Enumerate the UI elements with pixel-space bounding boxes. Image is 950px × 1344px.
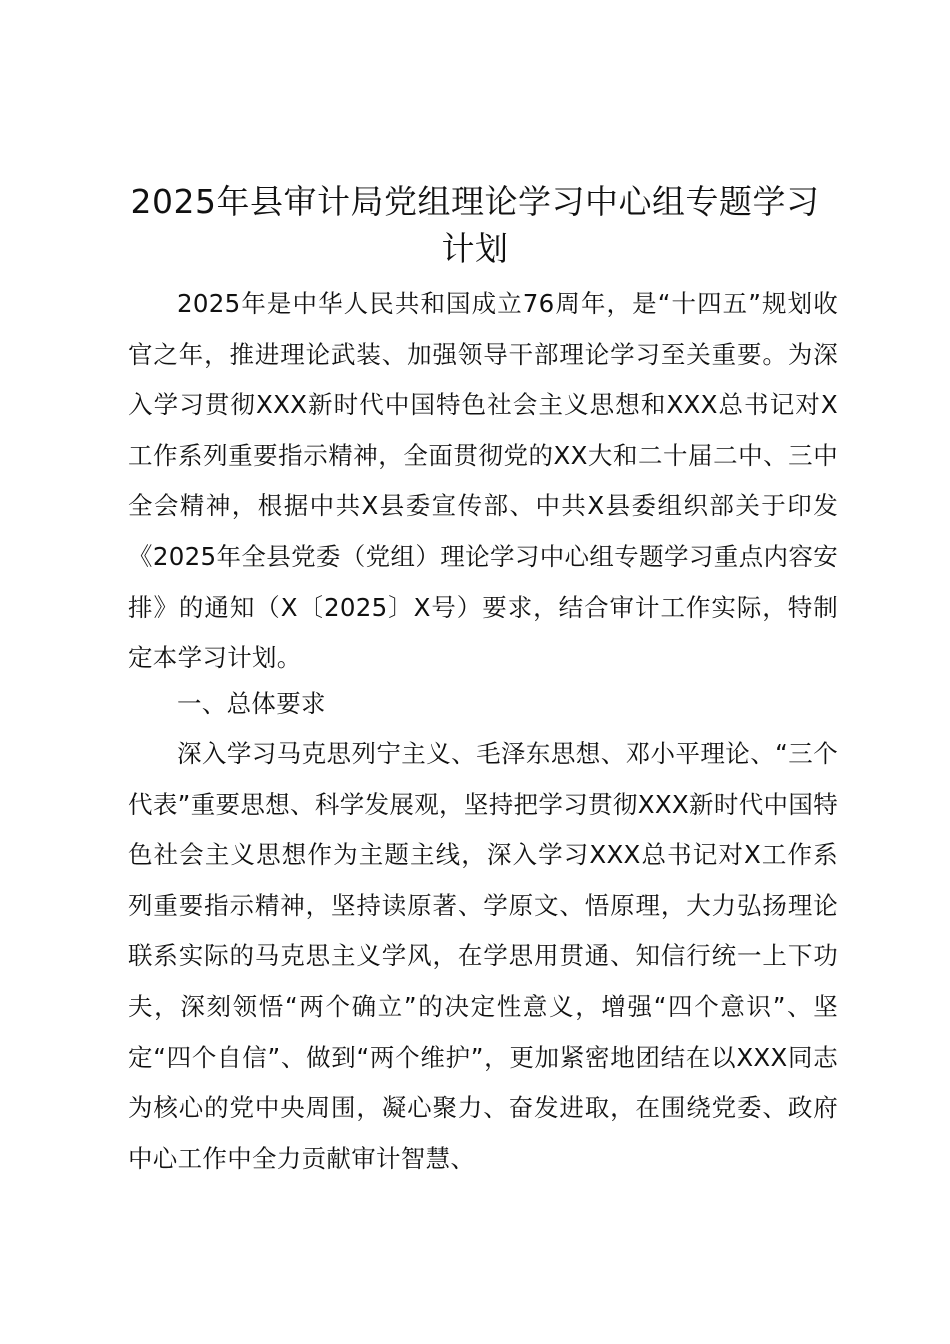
section-heading-overall-requirements: 一、总体要求 — [177, 689, 326, 718]
document-title: 2025年县审计局党组理论学习中心组专题学习计划 — [130, 182, 820, 268]
intro-paragraph: 2025年是中华人民共和国成立76周年，是“十四五”规划收官之年，推进理论武装、加强领导干部理论学习至关重要。为深入学习贯彻XXX新时代中国特色社会主义思想和XXX总书记对X工作系列重要指示精神，全面贯彻党的XX大和二十届二中、三中全会精神，根据中共X县委宣传部、中共X县委组织部关于印发《2025年全县党委（党组）理论学习中心组专题学习重点内容安排》的通知（X〔2025〕X号）要求，结合审计工作实际，特制定本学习计划。 — [128, 289, 838, 673]
section-paragraph-overall-requirements: 深入学习马克思列宁主义、毛泽东思想、邓小平理论、“三个代表”重要思想、科学发展观，坚持把学习贯彻XXX新时代中国特色社会主义思想作为主题主线，深入学习XXX总书记对X工作系列重要指示精神，坚持读原著、学原文、悟原理，大力弘扬理论联系实际的马克思主义学风，在学思用贯通、知信行统一上下功夫，深刻领悟“两个确立”的决定性意义，增强“四个意识”、坚定“四个自信”、做到“两个维护”，更加紧密地团结在以XXX同志为核心的党中央周围，凝心聚力、奋发进取，在围绕党委、政府中心工作中全力贡献审计智慧、 — [128, 739, 838, 1173]
